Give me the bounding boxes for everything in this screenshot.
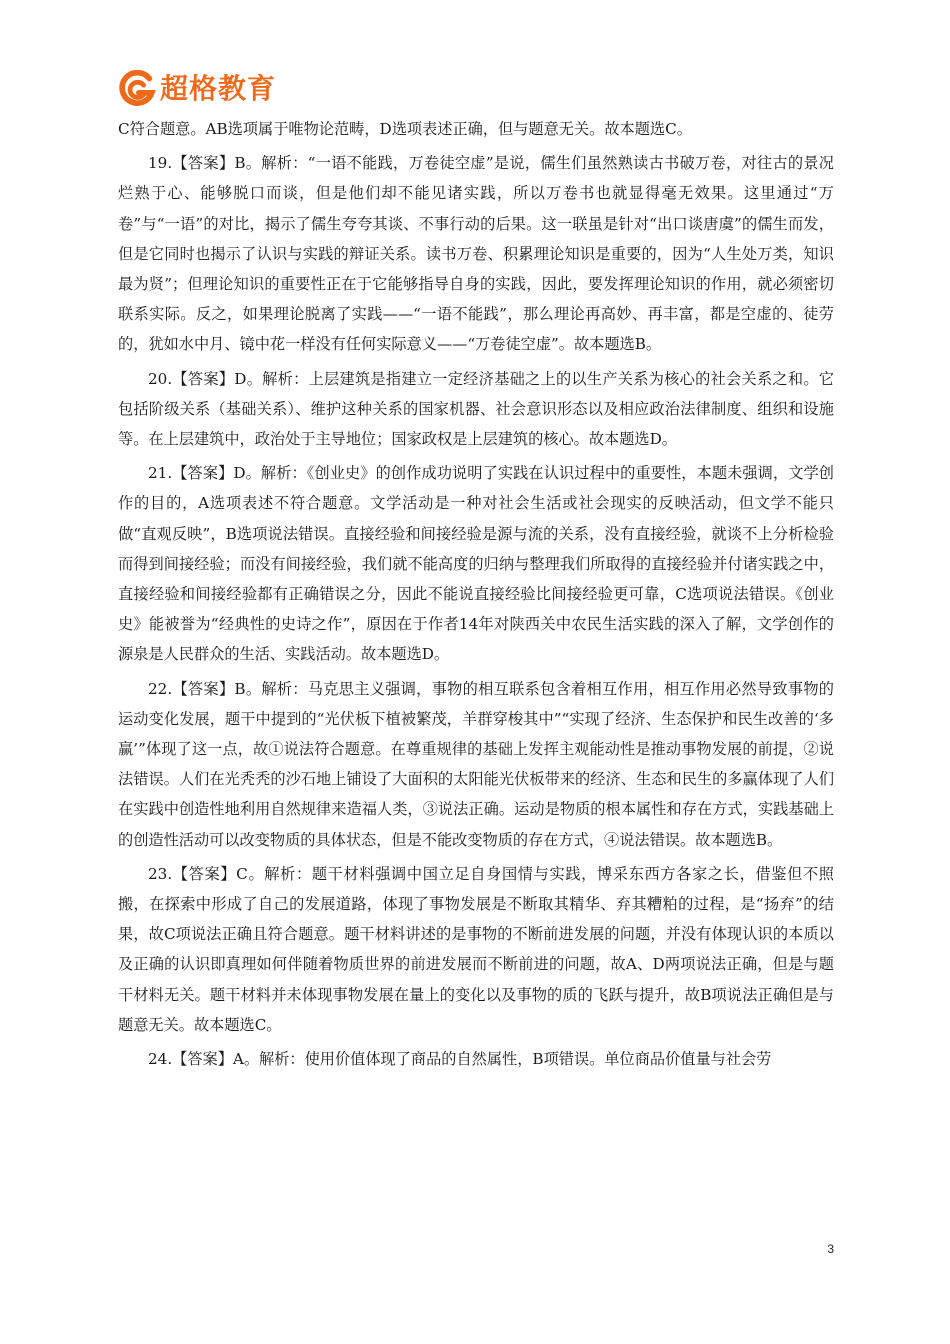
answer-paragraph-20: 20.【答案】D。解析：上层建筑是指建立一定经济基础之上的以生产关系为核心的社会关系之和。它包括阶级关系（基础关系）、维护这种关系的国家机器、社会意识形态以及相应政治法律制度、组织和设施等。在上层建筑中，政治处于主导地位；国家政权是上层建筑的核心。故本题选D。 xyxy=(118,369,834,449)
logo-mark-icon xyxy=(118,70,156,108)
answer-paragraph-19: 19.【答案】B。解析：“一语不能践，万卷徒空虚”是说，儒生们虽然熟读古书破万卷，对往古的景况烂熟于心、能够脱口而谈，但是他们却不能见诸实践，所以万卷书也就显得毫无效果。这里通过“万卷”与“一语”的对比，揭示了儒生夸夸其谈、不事行动的后果。这一联虽是针对“出口谈唐虞”的儒生而发，但是它同时也揭示了认识与实践的辩证关系。读书万卷、积累理论知识是重要的，因为“人生处万类，知识最为贤”；但理论知识的重要性正在于它能够指导自身的实践，因此，要发挥理论知识的作用，就必须密切联系实际。反之，如果理论脱离了实践——“一语不能践”，那么理论再高妙、再丰富，都是空虚的、徒劳的，犹如水中月、镜中花一样没有任何实际意义——“万卷徒空虚”。故本题选B。 xyxy=(118,154,834,354)
logo-text: 超格教育 xyxy=(160,72,277,105)
document-body xyxy=(118,114,834,1074)
answer-paragraph-21: 21.【答案】D。解析：《创业史》的创作成功说明了实践在认识过程中的重要性，本题未强调，文学创作的目的，A选项表述不符合题意。文学活动是一种对社会生活或社会现实的反映活动，但文学不能只做“直观反映”，B选项说法错误。直接经验和间接经验是源与流的关系，没有直接经验，就谈不上分析检验而得到间接经验；而没有间接经验，我们就不能高度的归纳与整理我们所取得的直接经验并付诸实践之中，直接经验和间接经验都有正确错误之分，因此不能说直接经验比间接经验更可靠，C选项说法错误。《创业史》能被誉为“经典性的史诗之作”，原因在于作者14年对陕西关中农民生活实践的深入了解，文学创作的源泉是人民群众的生活、实践活动。故本题选D。 xyxy=(118,464,834,664)
brand-logo xyxy=(118,68,276,110)
page-number: 3 xyxy=(827,1242,834,1256)
answer-paragraph-22: 22.【答案】B。解析：马克思主义强调，事物的相互联系包含着相互作用，相互作用必然导致事物的运动变化发展，题干中提到的“光伏板下植被繁茂，羊群穿梭其中”“实现了经济、生态保护和民生改善的‘多赢’”体现了这一点，故①说法符合题意。在尊重规律的基础上发挥主观能动性是推动事物发展的前提，②说法错误。人们在光秃秃的沙石地上铺设了大面积的太阳能光伏板带来的经济、生态和民生的多赢体现了人们在实践中创造性地利用自然规律来造福人类，③说法正确。运动是物质的根本属性和存在方式，实践基础上的创造性活动可以改变物质的具体状态，但是不能改变物质的存在方式，④说法错误。故本题选B。 xyxy=(118,679,834,849)
answer-paragraph-23: 23.【答案】C。解析：题干材料强调中国立足自身国情与实践，博采东西方各家之长，借鉴但不照搬，在探索中形成了自己的发展道路，体现了事物发展是不断取其精华、弃其糟粕的过程，是“扬弃”的结果，故C项说法正确且符合题意。题干材料讲述的是事物的不断前进发展的问题，并没有体现认识的本质以及正确的认识即真理如何伴随着物质世界的前进发展而不断前进的问题，故A、D两项说法正确，但是与题干材料无关。题干材料并未体现事物发展在量上的变化以及事物的质的飞跃与提升，故B项说法正确但是与题意无关。故本题选C。 xyxy=(118,864,834,1034)
answer-paragraph-24: 24.【答案】A。解析：使用价值体现了商品的自然属性，B项错误。单位商品价值量与社会劳 xyxy=(148,1050,772,1069)
answer-paragraph-18-tail: C符合题意。AB选项属于唯物论范畴，D选项表述正确，但与题意无关。故本题选C。 xyxy=(118,120,692,138)
